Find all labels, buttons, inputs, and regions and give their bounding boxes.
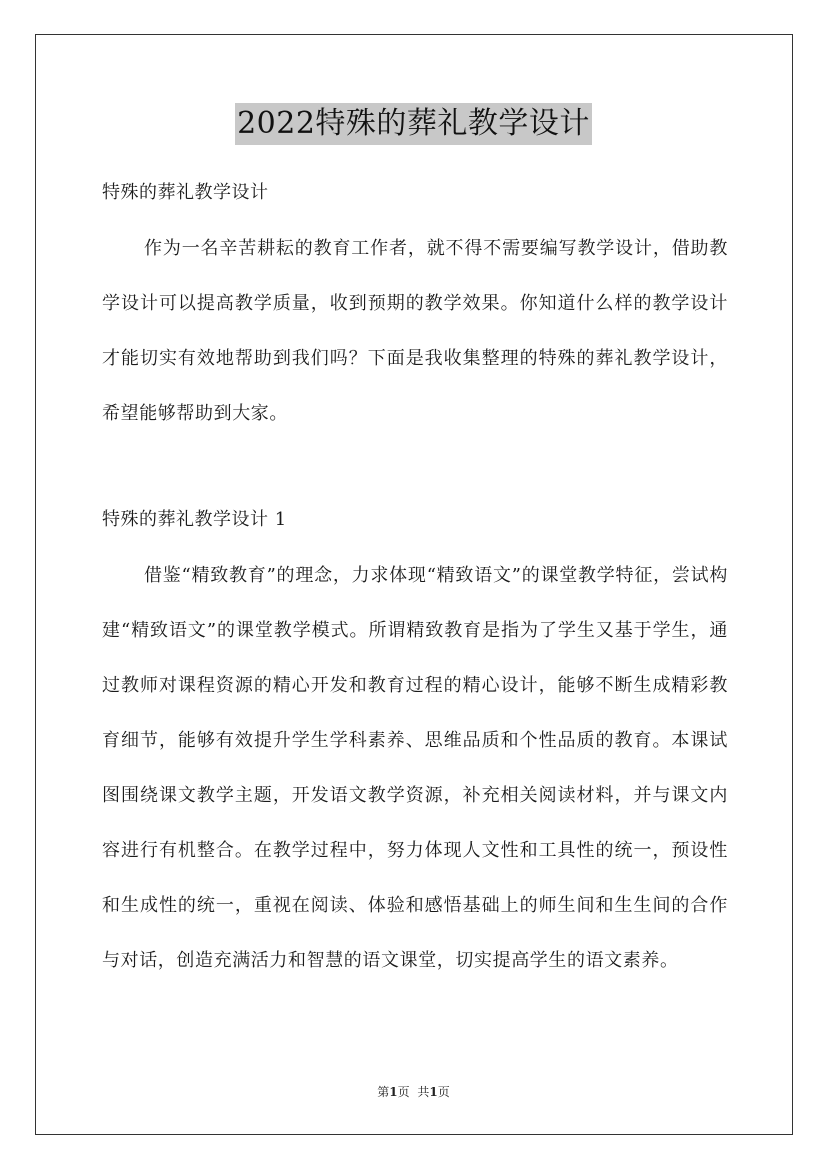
- section1-paragraph: 借鉴“精致教育”的理念，力求体现“精致语文”的课堂教学特征，尝试构建“精致语文”的课堂教学模式。所谓精致教育是指为了学生又基于学生，通过教师对课程资源的精心开发和教育过程的精心设计，能够不断生成精彩教育细节，能够有效提升学生学科素养、思维品质和个性品质的教育。本课试图围绕课文教学主题，开发语文教学资源，补充相关阅读材料，并与课文内容进行有机整合。在教学过程中，努力体现人文性和工具性的统一，预设性和生成性的统一，重视在阅读、体验和感悟基础上的师生间和生生间的合作与对话，创造充满活力和智慧的语文课堂，切实提高学生的语文素养。: [102, 565, 728, 971]
- footer-page-number: 1: [389, 1085, 398, 1099]
- document-title: 2022特殊的葬礼教学设计: [235, 103, 592, 145]
- title-container: [0, 103, 827, 145]
- footer-total-pages: 1: [429, 1085, 438, 1099]
- page-footer: [0, 1084, 827, 1100]
- footer-page-suffix: 页: [397, 1085, 410, 1099]
- intro-heading: 特殊的葬礼教学设计: [102, 182, 269, 203]
- footer-total-prefix: 共: [417, 1085, 430, 1099]
- section1-heading: 特殊的葬礼教学设计 1: [102, 509, 287, 530]
- footer-total-suffix: 页: [437, 1085, 450, 1099]
- footer-page-prefix: 第: [377, 1085, 390, 1099]
- intro-paragraph: 作为一名辛苦耕耘的教育工作者，就不得不需要编写教学设计，借助教学设计可以提高教学质量，收到预期的教学效果。你知道什么样的教学设计才能切实有效地帮助到我们吗？下面是我收集整理的特殊的葬礼教学设计，希望能够帮助到大家。: [102, 238, 728, 424]
